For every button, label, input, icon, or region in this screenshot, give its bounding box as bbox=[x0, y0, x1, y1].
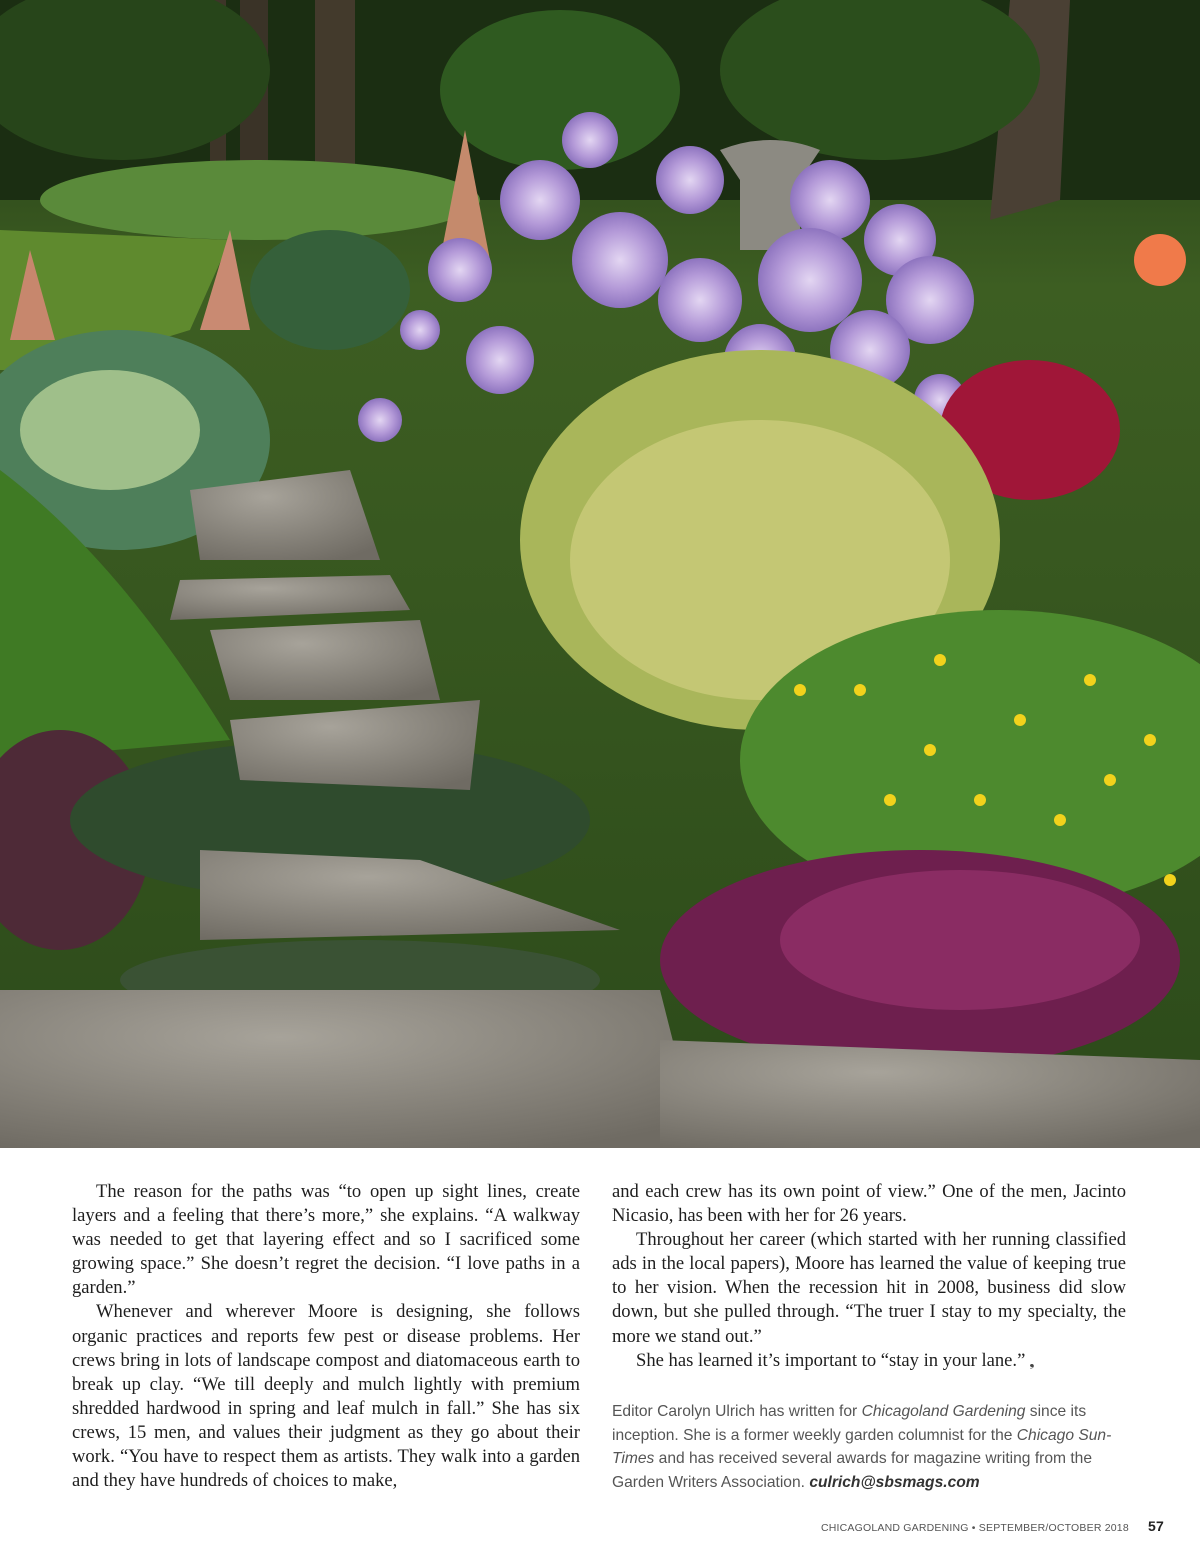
article-paragraph-final bbox=[612, 1349, 1126, 1374]
footer-publication: CHICAGOLAND GARDENING bbox=[820, 1522, 969, 1534]
article-paragraph-continued: and each crew has its own point of view.” One of the men, Jacinto Nicasio, has been with her for 26 years. bbox=[612, 1181, 1126, 1227]
article-column-left bbox=[72, 1180, 580, 1493]
author-bio bbox=[612, 1400, 1126, 1494]
end-mark-icon: ❟ bbox=[1029, 1353, 1035, 1369]
author-email-link[interactable]: culrich@sbsmags.com bbox=[809, 1473, 980, 1491]
article-paragraph: Whenever and wherever Moore is designing, she follows organic practices and reports few pest or disease problems. Her crews bring in lots of landscape compost and diatomaceous earth to break up clay. “We till deeply and mulch lightly with premium shredded hardwood in spring and leaf mulch in fall.” She has six crews, 15 men, and values their judgment as they go about their work. “You have to respect them as artists. They walk into a garden and they have hundreds of choices to make, bbox=[72, 1301, 580, 1492]
author-bio-text bbox=[612, 1400, 1126, 1494]
article-column-right bbox=[612, 1180, 1126, 1374]
page-footer bbox=[821, 1518, 1164, 1534]
bio-part1: Editor Carolyn Ulrich has written for bbox=[612, 1403, 862, 1420]
page-number: 57 bbox=[1148, 1518, 1164, 1534]
bio-magazine-name: Chicagoland Gardening bbox=[861, 1403, 1026, 1420]
bio-part3: and has received several awards for magazine writing from the Garden Writers Association. bbox=[612, 1450, 1093, 1491]
footer-separator: • bbox=[971, 1522, 976, 1534]
footer-issue: SEPTEMBER/OCTOBER 2018 bbox=[978, 1522, 1129, 1534]
bio-newspaper-name: Chicago Sun-Times bbox=[612, 1426, 1112, 1467]
final-sentence: She has learned it’s important to “stay in your lane.” bbox=[636, 1349, 1026, 1371]
bio-part2: since its inception. She is a former weekly garden columnist for the bbox=[612, 1403, 1087, 1444]
article-paragraph: Throughout her career (which started with her running classified ads in the local papers), Moore has learned the value of keeping true to her vision. When the recession hit in 2008, business did slow down, but she pulled through. “The truer I stay to my specialty, the more we stand out.” bbox=[612, 1229, 1126, 1347]
article-paragraph: The reason for the paths was “to open up sight lines, create layers and a feeling that there’s more,” she explains. “A walkway was needed to get that layering effect and so I sacrificed some growing space.” She doesn’t regret the decision. “I love paths in a garden.” bbox=[72, 1181, 580, 1299]
